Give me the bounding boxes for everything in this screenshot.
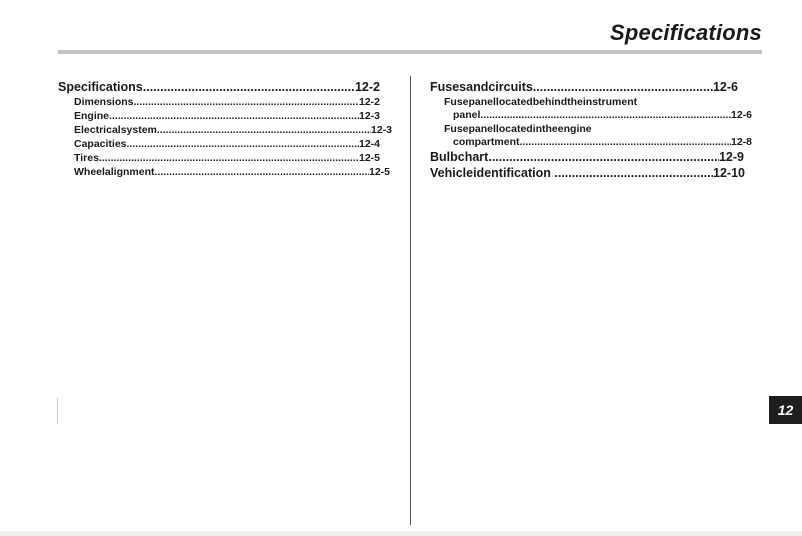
dot-leader (157, 123, 371, 137)
toc-entry-bulb-chart[interactable] (430, 149, 744, 165)
dot-leader (134, 95, 359, 109)
toc-entry-title-line: Fusepanellocatedbehindtheinstrument (444, 96, 638, 108)
toc-entry-dimensions[interactable] (58, 95, 380, 109)
column-divider (410, 76, 411, 525)
toc-entry-page: 12-2 (354, 80, 380, 94)
toc-entry-continuation (444, 109, 752, 122)
toc-entry-capacities[interactable] (58, 137, 380, 151)
toc-entry-vehicle-identification[interactable] (430, 165, 745, 181)
dot-leader (127, 137, 359, 151)
toc-entry-page: 12-3 (358, 110, 380, 122)
toc-entry-title: Capacities (74, 138, 127, 150)
toc-entry-title: Dimensions (74, 96, 134, 108)
bottom-edge (0, 531, 802, 536)
dot-leader (520, 136, 731, 149)
toc-entry-title: Bulbchart (430, 150, 489, 164)
title-rule (58, 50, 762, 54)
toc-entry-page: 12-5 (358, 152, 380, 164)
toc-entry-title: Electricalsystem (74, 124, 157, 136)
toc-entry-page: 12-3 (370, 124, 392, 136)
toc-entry-title: Engine (74, 110, 110, 122)
toc-entry-page: 12-9 (718, 150, 744, 164)
toc-entry-title: compartment (453, 135, 520, 148)
toc-entry-page: 12-6 (730, 108, 752, 121)
toc-entry-title: panel (453, 108, 481, 121)
toc-entry-electrical-system[interactable] (58, 123, 392, 137)
dot-leader (109, 109, 359, 123)
dot-leader (488, 149, 719, 165)
dot-leader (143, 79, 355, 95)
toc-right-column (430, 79, 752, 181)
toc-entry-page: 12-5 (368, 166, 390, 178)
dot-leader (155, 165, 369, 179)
toc-entry-title: Vehicleidentification (430, 166, 555, 180)
dot-leader (533, 79, 713, 95)
toc-entry-page: 12-10 (713, 166, 745, 180)
toc-entry-tires[interactable] (58, 151, 380, 165)
toc-entry-fuse-panel-instrument[interactable] (430, 96, 752, 121)
toc-left-column (58, 79, 392, 179)
dot-leader (554, 165, 713, 181)
toc-entry-engine[interactable] (58, 109, 380, 123)
dot-leader (480, 109, 731, 122)
toc-entry-wheel-alignment[interactable] (58, 165, 390, 179)
toc-entry-page: 12-4 (358, 138, 380, 150)
margin-mark (57, 398, 58, 424)
toc-entry-specifications[interactable] (58, 79, 380, 95)
page-title: Specifications (610, 20, 762, 45)
toc-entry-fuse-panel-engine[interactable] (430, 123, 752, 148)
dot-leader (99, 151, 359, 165)
toc-entry-fuses-and-circuits[interactable] (430, 79, 738, 95)
toc-entry-title: Tires (74, 152, 99, 164)
toc-entry-continuation (444, 136, 752, 149)
toc-entry-page: 12-8 (730, 135, 752, 148)
chapter-tab[interactable]: 12 (769, 396, 802, 424)
toc-entry-title: Wheelalignment (74, 166, 155, 178)
toc-entry-title-line: Fusepanellocatedintheengine (444, 123, 592, 135)
toc-entry-title: Specifications (58, 80, 143, 94)
toc-entry-title: Fusesandcircuits (430, 80, 533, 94)
toc-entry-page: 12-2 (358, 96, 380, 108)
toc-entry-page: 12-6 (712, 80, 738, 94)
